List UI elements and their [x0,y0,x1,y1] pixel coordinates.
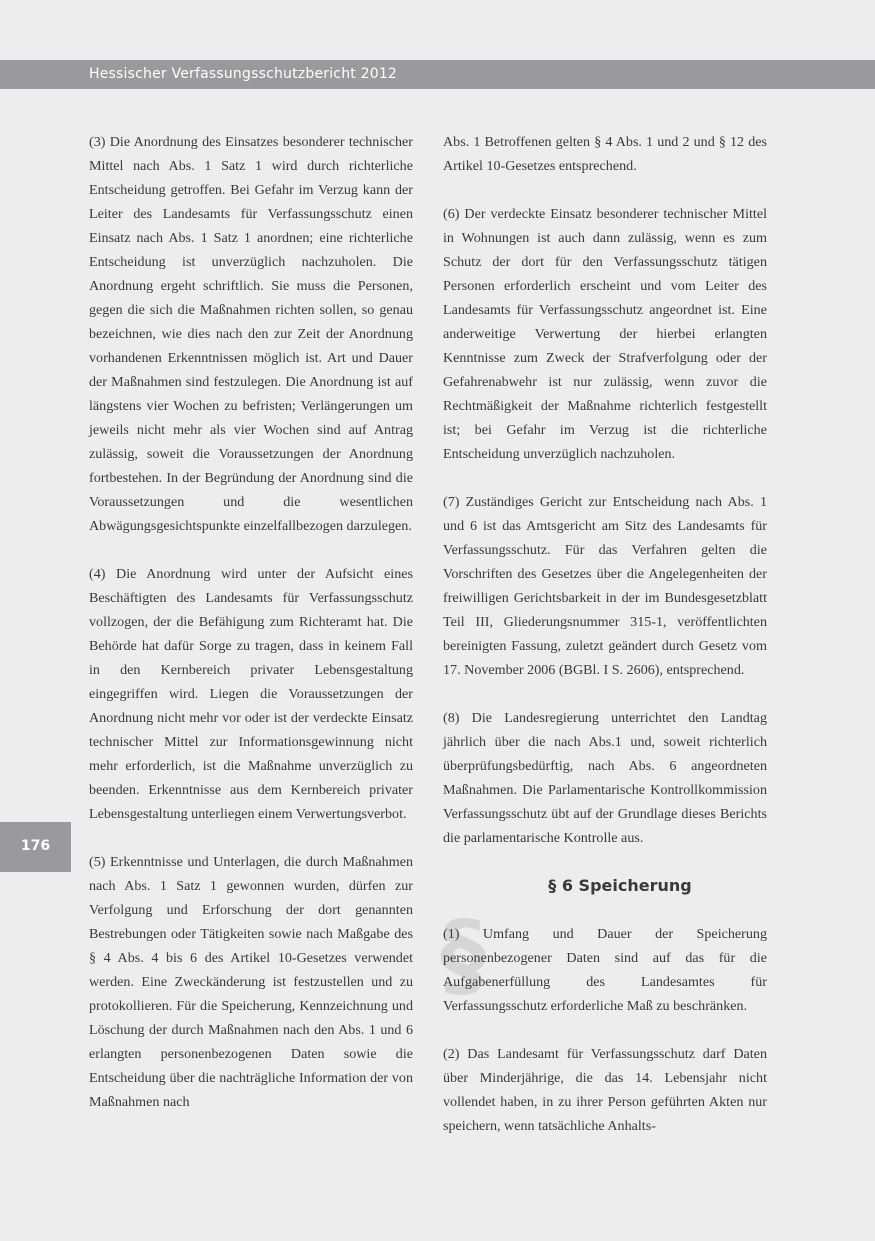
running-header-title: Hessischer Verfassungsschutzbericht 2012 [89,66,398,82]
paragraph-5: (5) Erkenntnisse und Unterlagen, die durch Maßnahmen nach Abs. 1 Satz 1 gewonnen wurden, dürfen zur Verfolgung und Erforschung der dort genannten Bestrebungen oder Tätigkeiten sowie nach Maßgabe des § 4 Abs. 4 bis 6 des Artikel 10-Gesetzes verwendet werden. Eine Zweckänderung ist festzustellen und zu protokollieren. Für die Speicherung, Kennzeichnung und Löschung der durch Maßnahmen nach den Abs. 1 und 6 erlangten personenbezogenen Daten sowie die Entscheidung über die nachträgliche Information der von Maßnahmen nach [89,854,413,1110]
paragraph-symbol-watermark: § [440,901,486,1008]
left-text-column [89,130,413,1138]
section-heading [443,874,767,898]
section-6-paragraph-1: (1) Umfang und Dauer der Speicherung personenbezogener Daten sind auf das für die Aufgabenerfüllung des Landesamtes für Verfassungsschutz erforderliche Maß zu beschränken. [443,926,767,1014]
right-text-column [443,130,767,1162]
page-number: 176 [20,838,51,854]
section-6-paragraph-2: (2) Das Landesamt für Verfassungsschutz darf Daten über Minderjährige, die das 14. Lebensjahr nicht vollendet haben, in zu ihrer Person geführten Akten nur speichern, wenn tatsächliche Anhalts- [443,1046,767,1134]
page-number-tab [0,822,71,872]
paragraph-5-continued: Abs. 1 Betroffenen gelten § 4 Abs. 1 und 2 und § 12 des Artikel 10-Gesetzes entsprechend. [443,134,767,174]
paragraph-8: (8) Die Landesregierung unterrichtet den Landtag jährlich über die nach Abs.1 und, soweit richterlich überprüfungsbedürftig, nach Abs. 6 angeordneten Maßnahmen. Die Parlamentarische Kontrollkommission Verfassungsschutz übt auf der Grundlage dieses Berichts die parlamentarische Kontrolle aus. [443,710,767,846]
section-heading-text: § 6 Speicherung [548,876,692,895]
running-header-band [0,60,875,89]
paragraph-7: (7) Zuständiges Gericht zur Entscheidung nach Abs. 1 und 6 ist das Amtsgericht am Sitz des Landesamts für Verfassungsschutz. Für das Verfahren gelten die Vorschriften des Gesetzes über die Angelegenheiten der freiwilligen Gerichtsbarkeit in der im Bundesgesetzblatt Teil III, Gliederungsnummer 315-1, veröffentlichten bereinigten Fassung, zuletzt geändert durch Gesetz vom 17. November 2006 (BGBl. I S. 2606), entsprechend. [443,494,767,678]
paragraph-6: (6) Der verdeckte Einsatz besonderer technischer Mittel in Wohnungen ist auch dann zulässig, wenn es zum Schutz der dort für den Verfassungsschutz tätigen Personen erforderlich erscheint und vom Leiter des Landesamts für Verfassungsschutz angeordnet ist. Eine anderweitige Verwertung der hierbei erlangten Kenntnisse zum Zweck der Strafverfolgung oder der Gefahrenabwehr ist nur zulässig, wenn zuvor die Rechtmäßigkeit der Maßnahme richterlich festgestellt ist; bei Gefahr im Verzug ist die richterliche Entscheidung unverzüglich nachzuholen. [443,206,767,462]
paragraph-4: (4) Die Anordnung wird unter der Aufsicht eines Beschäftigten des Landesamts für Verfassungsschutz vollzogen, der die Befähigung zum Richteramt hat. Die Behörde hat dafür Sorge zu tragen, dass in keinem Fall in den Kernbereich privater Lebensgestaltung eingegriffen wird. Liegen die Voraussetzungen der Anordnung nicht mehr vor oder ist der verdeckte Einsatz technischer Mittel zur Informationsgewinnung nicht mehr erforderlich, ist die Maßnahme unverzüglich zu beenden. Erkenntnisse aus dem Kernbereich privater Lebensgestaltung unterliegen einem Verwertungsverbot. [89,566,413,822]
paragraph-3: (3) Die Anordnung des Einsatzes besonderer technischer Mittel nach Abs. 1 Satz 1 wird durch richterliche Entscheidung getroffen. Bei Gefahr im Verzug kann der Leiter des Landesamts für Verfassungsschutz einen Einsatz nach Abs. 1 Satz 1 anordnen; eine richterliche Entscheidung ist unverzüglich nachzuholen. Die Anordnung ergeht schriftlich. Sie muss die Personen, gegen die sich die Maßnahmen richten sollen, so genau bezeichnen, wie dies nach den zur Zeit der Anordnung vorhandenen Erkenntnissen möglich ist. Art und Dauer der Maßnahmen sind festzulegen. Die Anordnung ist auf längstens vier Wochen zu befristen; Verlängerungen um jeweils nicht mehr als vier Wochen sind auf Antrag zulässig, soweit die Voraussetzungen der Anordnung fortbestehen. In der Begründung der Anordnung sind die Voraussetzungen und die wesentlichen Abwägungsgesichtspunkte einzelfallbezogen darzulegen. [89,134,413,534]
